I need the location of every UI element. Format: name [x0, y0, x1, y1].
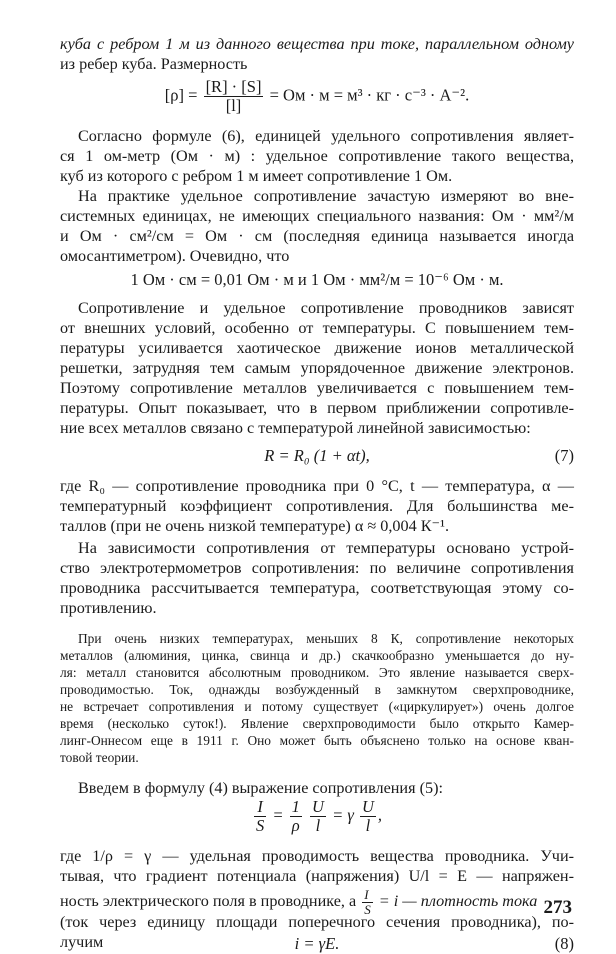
note-line: ля: металл становится абсолютным проводником. Это явление называется сверх-	[60, 665, 574, 680]
text-line: противлению.	[60, 599, 157, 617]
text-line: тывая, что градиент потенциала (напряжения) U/l = E — напряжен-	[60, 867, 574, 885]
text-line: таллов (при не очень низкой температуре) α ≈ 0,004 К⁻¹.	[60, 517, 449, 535]
equation-number: (8)	[554, 934, 574, 953]
text-line: пературы. Опыт показывает, что в первом приближении сопротивле-	[60, 399, 574, 417]
note-line: проводимостью. Ток, однажды возбужденный в замкнутом сверхпроводнике,	[60, 682, 574, 697]
text-line: На практике удельное сопротивление зачастую измеряют во вне-	[78, 187, 574, 205]
text-line: На зависимости сопротивления от температуры основано устрой-	[78, 539, 574, 557]
note-line: линг-Оннесом еще в 1911 г. Оно может быть объяснено только на основе кван-	[60, 733, 574, 748]
text-line: лучим	[60, 933, 104, 951]
text-line: где R₀ — сопротивление проводника при 0 °С, t — температура, α —	[60, 477, 574, 495]
text-line: ние всех металлов связано с температурой линейной зависимостью:	[60, 419, 531, 437]
text-line: (ток через единицу площади поперечного сечения проводника), по-	[60, 913, 574, 931]
text-line: из ребер куба. Размерность	[60, 55, 248, 73]
current-density-equation: $\frac{I}{S}$ = $\frac{1}{\rho}$ $\frac{U}{l}$ = γ $\frac{U}{l}$ ,	[256, 797, 382, 835]
text-line: решетки, затрудняя тем самым упорядоченное движение электронов.	[60, 359, 574, 377]
note-line: металлов (алюминия, цинка, свинца и др.) скачкообразно уменьшается до ну-	[60, 648, 574, 663]
text-line: куба с ребром 1 м из данного вещества при токе, параллельном одному	[60, 35, 574, 53]
text-line: проводника рассчитывается температура, соответствующая этому со-	[60, 579, 574, 597]
equation-number: (7)	[554, 446, 574, 465]
text-line: Поэтому сопротивление металлов увеличивается с повышением тем-	[60, 379, 574, 397]
note-line: При очень низких температурах, меньших 8 К, сопротивление некоторых	[78, 631, 574, 646]
text-line: куб из которого с ребром 1 м имеет сопротивление 1 Ом.	[60, 167, 453, 185]
fraction: $\frac{[R] \cdot [S]}{[l]}$	[205, 77, 262, 115]
text-line: системных единицах, не имеющих специального названия: Ом · мм²/м	[60, 207, 574, 225]
page-number: 273	[543, 897, 572, 918]
text-line: ся 1 ом-метр (Ом · м) : удельное сопротивление такого вещества,	[60, 147, 574, 165]
text-line: омосантиметром). Очевидно, что	[60, 247, 290, 265]
text-line: ство электротермометров сопротивления: по величине сопротивления	[60, 559, 574, 577]
text-line: от внешних условий, особенно от температуры. С повышением тем-	[60, 319, 574, 337]
text-line: Согласно формуле (6), единицей удельного сопротивления являет-	[78, 127, 574, 145]
note-line: время (несколько суток!). Явление сверхпроводимости было открыто Камер-	[60, 716, 574, 731]
text-line: температурный коэффициент сопротивления. Для большинства ме-	[60, 497, 574, 515]
text-line: Введем в формулу (4) выражение сопротивления (5):	[78, 779, 443, 797]
text-line: где 1/ρ = γ — удельная проводимость вещества проводника. Учи-	[60, 847, 574, 865]
text-line: Сопротивление и удельное сопротивление проводников зависят	[78, 299, 574, 317]
dimension-equation: [ρ] = $\frac{[R] \cdot [S]}{[l]}$ = Ом · м = м³ · кг · с⁻³ · А⁻².	[164, 77, 470, 115]
text-line: и Ом · см²/см = Ом · см (последняя единица называется иногда	[60, 227, 574, 245]
text-line: пературы усиливается хаотическое движение ионов металлической	[60, 339, 574, 357]
note-line: не встречает сопротивления и потому существует («циркулирует») очень долгое	[60, 699, 574, 714]
text-line: ность электрического поля в проводнике, а $\frac{I}{S}$ = i — плотность тока	[60, 887, 538, 917]
note-line: товой теории.	[60, 750, 139, 765]
